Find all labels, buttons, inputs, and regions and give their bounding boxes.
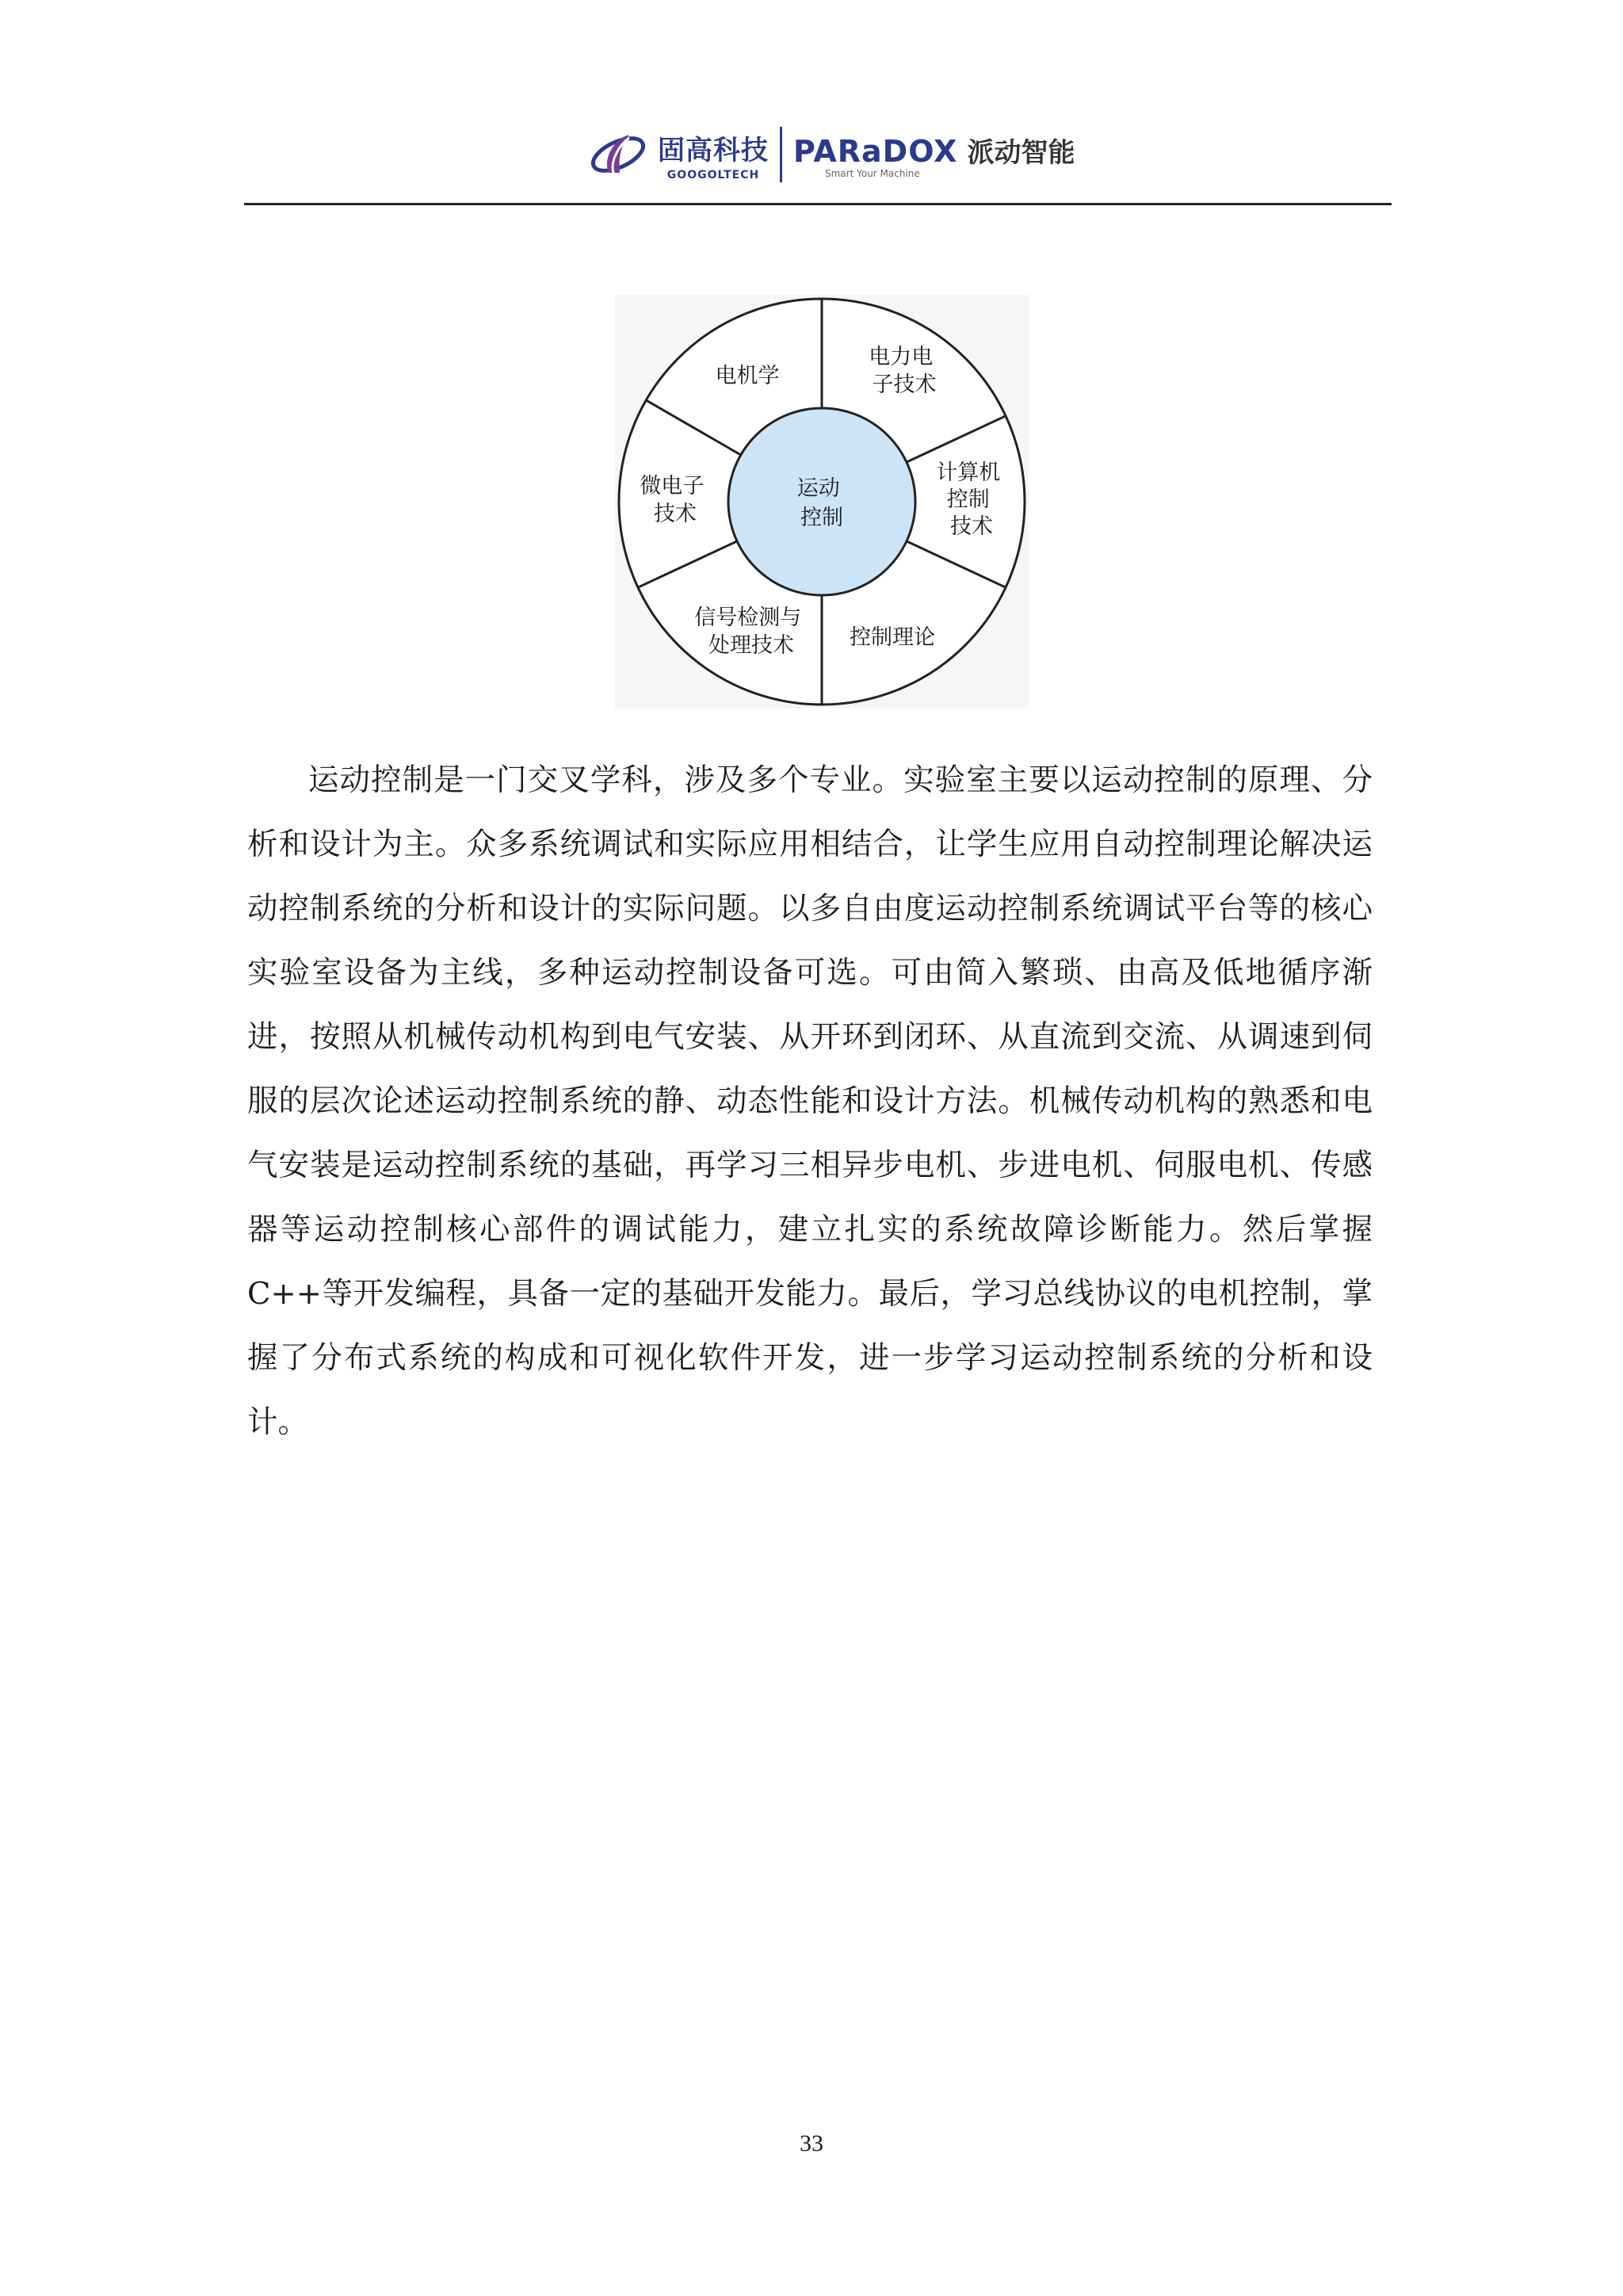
body-paragraph: 运动控制是一门交叉学科，涉及多个专业。实验室主要以运动控制的原理、分析和设计为主。众多系统调试和实际应用相结合，让学生应用自动控制理论解决运动控制系统的分析和设计的实际问题。以多自由度运动控制系统调试平台等的核心实验室设备为主线，多种运动控制设备可选。可由简入繁琐、由高及低地循序渐进，按照从机械传动机构到电气安装、从开环到闭环、从直流到交流、从调速到伺服的层次论述运动控制系统的静、动态性能和设计方法。机械传动机构的熟悉和电气安装是运动控制系统的基础，再学习三相异步电机、步进电机、伺服电机、传感器等运动控制核心部件的调试能力，建立扎实的系统故障诊断能力。然后掌握C++等开发编程，具备一定的基础开发能力。最后，学习总线协议的电机控制，掌握了分布式系统的构成和可视化软件开发，进一步学习运动控制系统的分析和设计。 [247, 762, 1373, 1440]
googoltech-wordmark [658, 128, 769, 181]
googoltech-logo-icon [586, 127, 650, 182]
motion-control-diagram-svg [615, 295, 1029, 709]
logo-separator [780, 127, 782, 182]
segment-computer-control-line-3: 技术 [950, 514, 993, 539]
segment-signal-processing-line-2: 处理技术 [708, 633, 794, 658]
page-header [0, 119, 1623, 190]
motion-control-diagram [615, 295, 1029, 709]
segment-power-electronics-line-1: 电力电 [869, 345, 934, 369]
segment-computer-control-line-1: 计算机 [936, 460, 1001, 485]
segment-microelectronics-line-2: 技术 [654, 502, 697, 526]
header-divider [244, 203, 1392, 205]
paradox-cn-name: 派动智能 [967, 136, 1075, 169]
segment-control-theory-line-1: 控制理论 [850, 625, 935, 650]
paradox-wordmark [793, 131, 1075, 179]
paradox-tagline: Smart Your Machine [825, 167, 920, 179]
diagram-center-circle [728, 408, 915, 595]
diagram-segment-motor-theory [716, 364, 780, 388]
paradox-wordmark-row [793, 131, 1075, 170]
header-logos [586, 119, 1075, 190]
diagram-center-line-1: 运动 [796, 476, 840, 501]
googoltech-en-name: GOOGOLTECH [666, 168, 760, 181]
diagram-center-line-2: 控制 [800, 506, 843, 530]
diagram-segment-control-theory [850, 625, 935, 650]
segment-power-electronics-line-2: 子技术 [872, 372, 937, 397]
segment-microelectronics-line-1: 微电子 [640, 474, 705, 499]
segment-motor-theory-line-1: 电机学 [715, 364, 780, 388]
segment-computer-control-line-2: 控制 [946, 487, 990, 512]
page-number: 33 [800, 2130, 823, 2157]
paradox-en-name: PARaDOX [793, 133, 958, 169]
segment-signal-processing-line-1: 信号检测与 [694, 606, 802, 630]
googoltech-cn-name: 固高科技 [658, 134, 769, 166]
